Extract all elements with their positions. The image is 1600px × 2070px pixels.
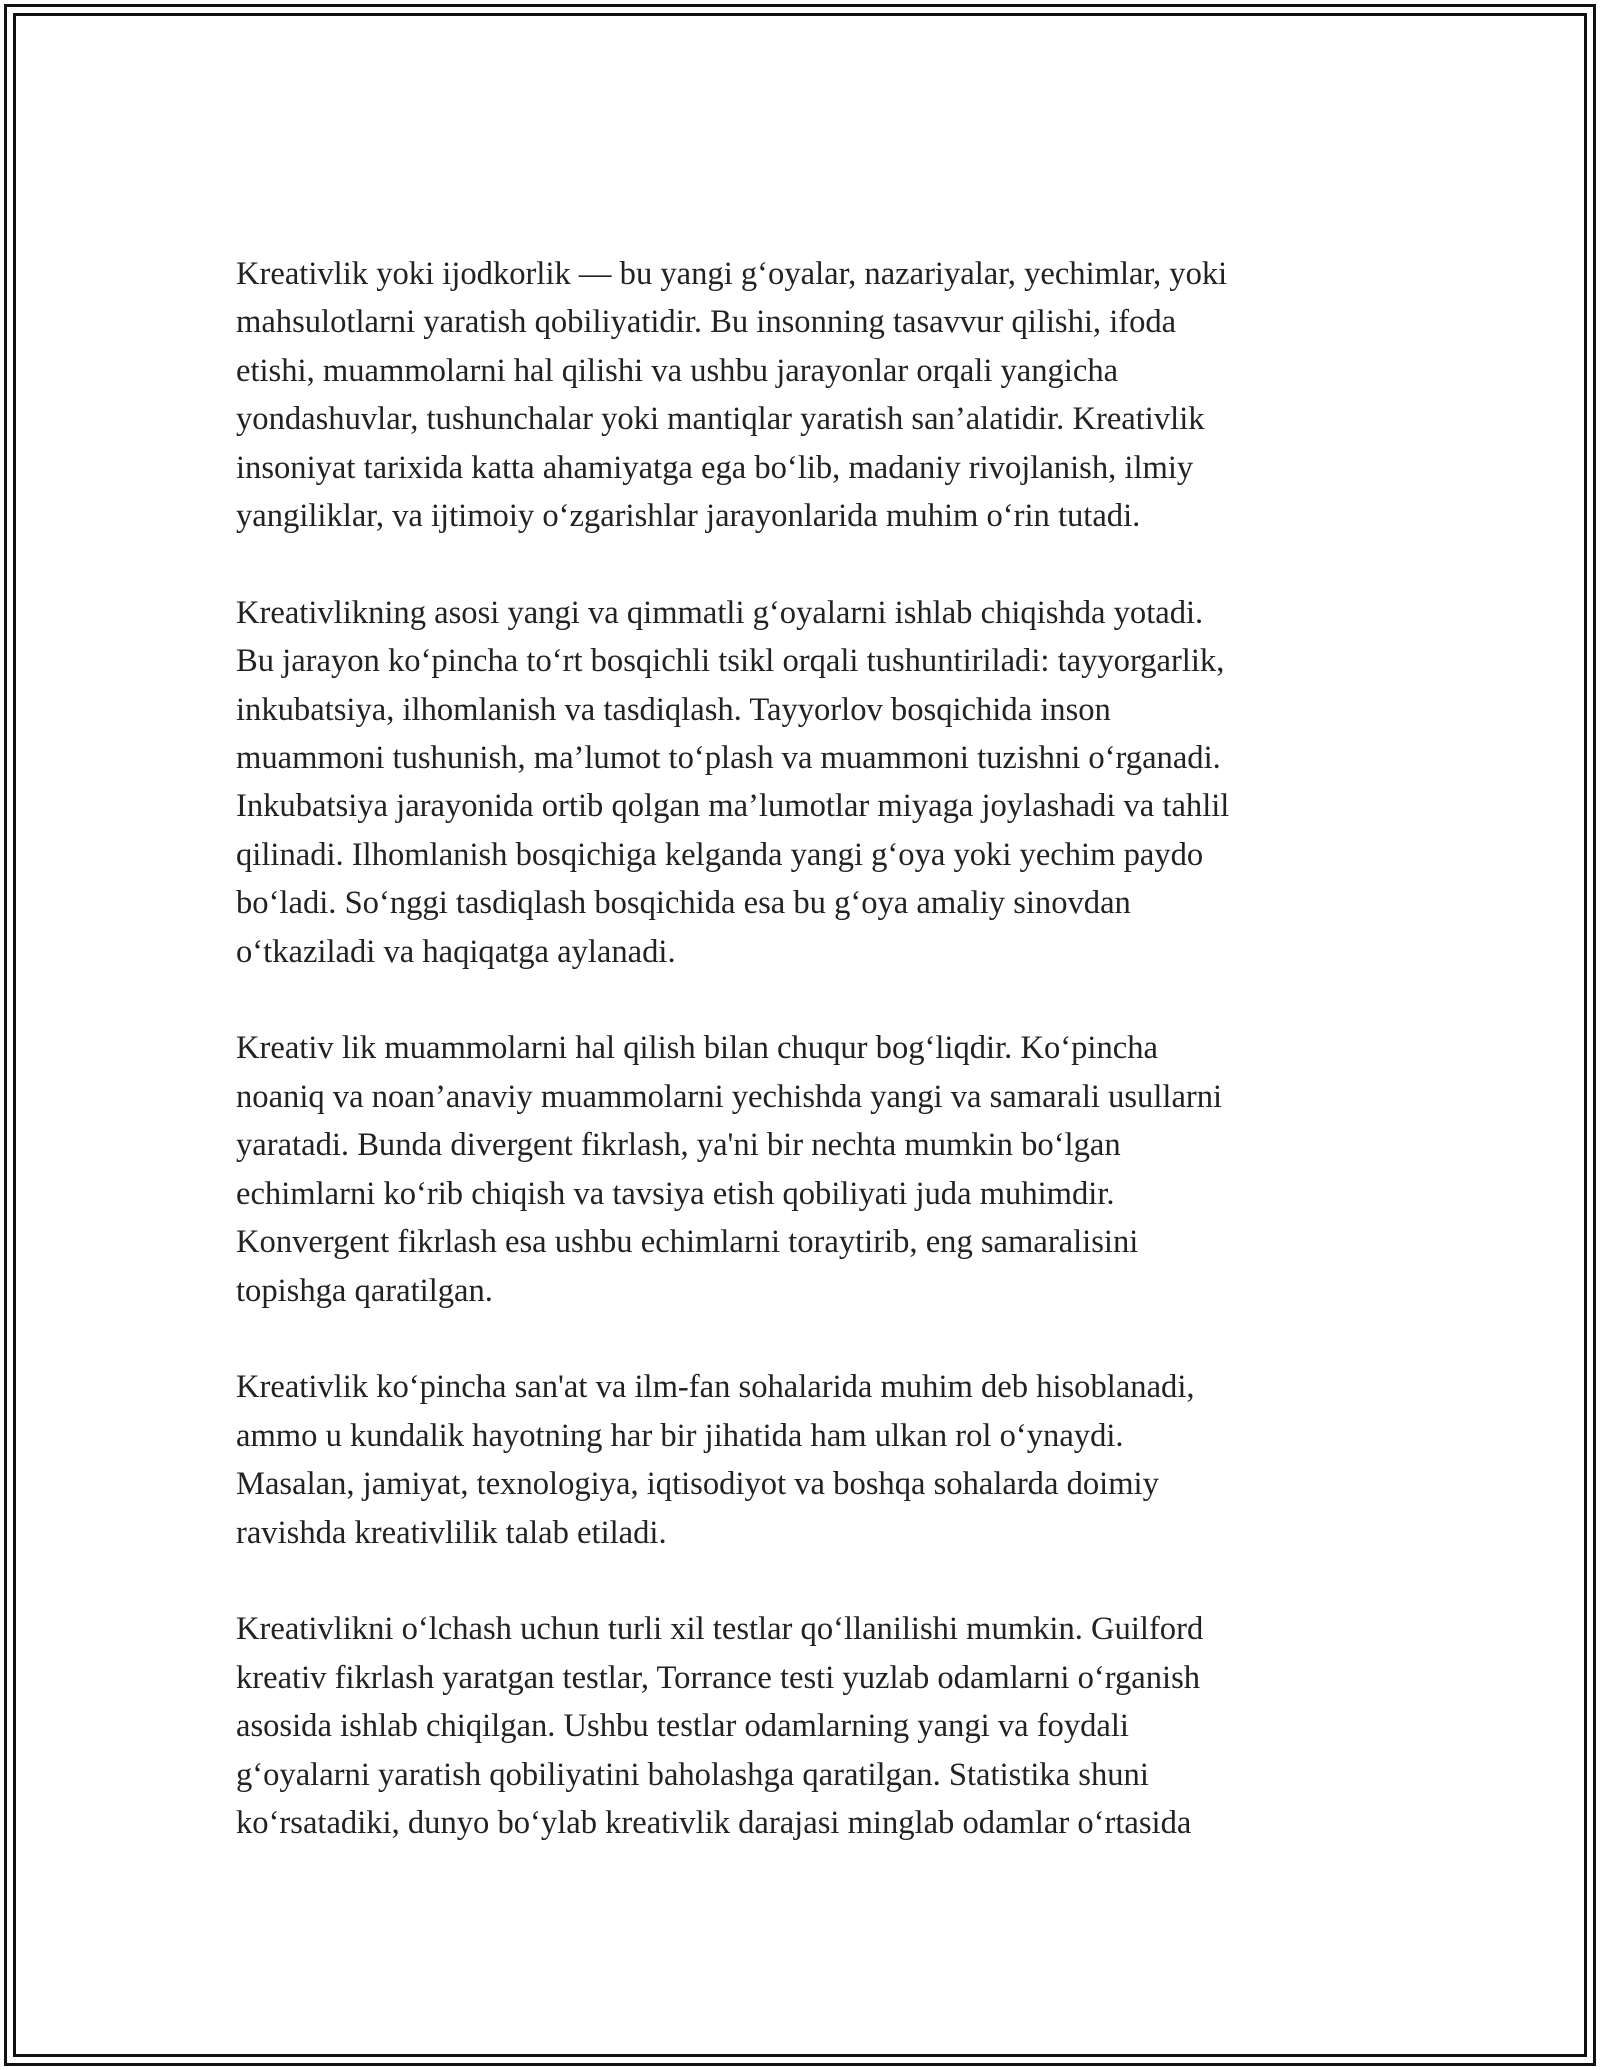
document-body bbox=[236, 250, 1366, 1896]
paragraph-measuring-creativity: Kreativlikni o‘lchash uchun turli xil testlar qo‘llanilishi mumkin. Guilford kreativ fikrlash yaratgan testlar, Torrance testi yuzlab odamlarni o‘rganish asosida ishlab chiqilgan. Ushbu testlar odamlarning yangi va foydali g‘oyalarni yaratish qobiliyatini baholashga qaratilgan. Statistika shuni ko‘rsatadiki, dunyo bo‘ylab kreativlik darajasi minglab odamlar o‘rtasida bbox=[236, 1611, 1204, 1841]
paragraph-creative-process-stages: Kreativlikning asosi yangi va qimmatli g‘oyalarni ishlab chiqishda yotadi. Bu jarayon ko‘pincha to‘rt bosqichli tsikl orqali tushuntiriladi: tayyorgarlik, inkubatsiya, ilhomlanish va tasdiqlash. Tayyorlov bosqichida inson muammoni tushunish, ma’lumot to‘plash va muammoni tuzishni o‘rganadi. Inkubatsiya jarayonida ortib qolgan ma’lumotlar miyaga joylashadi va tahlil qilinadi. Ilhomlanish bosqichiga kelganda yangi g‘oya yoki yechim paydo bo‘ladi. So‘nggi tasdiqlash bosqichida esa bu g‘oya amaliy sinovdan o‘tkaziladi va haqiqatga aylanadi. bbox=[236, 594, 1230, 970]
paragraph-problem-solving: Kreativ lik muammolarni hal qilish bilan chuqur bog‘liqdir. Ko‘pincha noaniq va noan’anaviy muammolarni yechishda yangi va samarali usullarni yaratadi. Bunda divergent fikrlash, ya'ni bir nechta mumkin bo‘lgan echimlarni ko‘rib chiqish va tavsiya etish qobiliyati juda muhimdir. Konvergent fikrlash esa ushbu echimlarni toraytirib, eng samaralisini topishga qaratilgan. bbox=[236, 1030, 1223, 1309]
paragraph-everyday-role: Kreativlik ko‘pincha san'at va ilm-fan sohalarida muhim deb hisoblanadi, ammo u kundalik hayotning har bir jihatida ham ulkan rol o‘ynaydi. Masalan, jamiyat, texnologiya, iqtisodiyot va boshqa sohalarda doimiy ravishda kreativlilik talab etiladi. bbox=[236, 1369, 1195, 1551]
paragraph-creativity-definition: Kreativlik yoki ijodkorlik — bu yangi g‘oyalar, nazariyalar, yechimlar, yoki mahsulotlarni yaratish qobiliyatidir. Bu insonning tasavvur qilishi, ifoda etishi, muammolarni hal qilishi va ushbu jarayonlar orqali yangicha yondashuvlar, tushunchalar yoki mantiqlar yaratish san’alatidir. Kreativlik insoniyat tarixida katta ahamiyatga ega bo‘lib, madaniy rivojlanish, ilmiy yangiliklar, va ijtimoiy o‘zgarishlar jarayonlarida muhim o‘rin tutadi. bbox=[236, 256, 1228, 535]
